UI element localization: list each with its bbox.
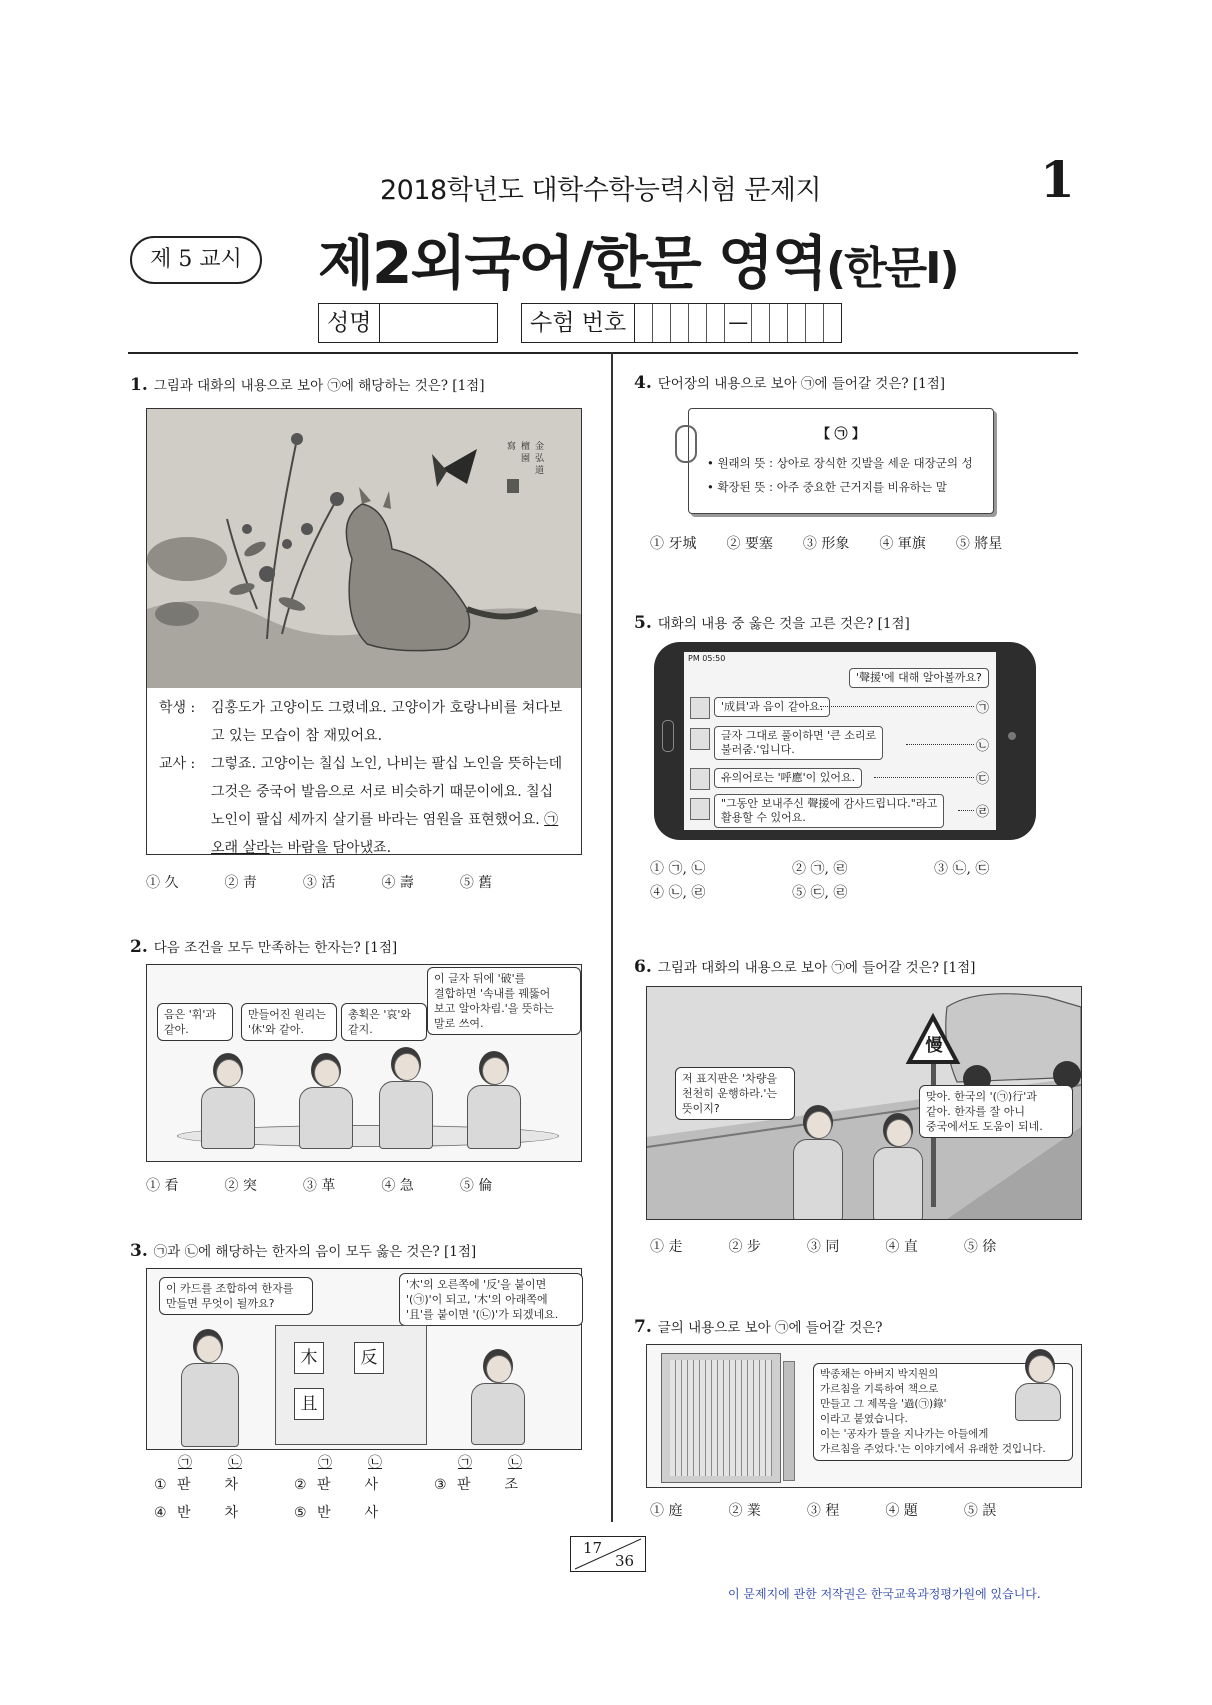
q7-choice[interactable]: ③ 程	[806, 1503, 840, 1519]
q1-painting	[146, 408, 582, 690]
q3-header-mark: ㉡	[508, 1455, 522, 1471]
digit-cell[interactable]	[689, 304, 707, 342]
q5-choices	[650, 858, 1050, 908]
q1-dialogue-box	[146, 688, 582, 855]
q1-choice[interactable]: ② 靑	[224, 875, 257, 891]
q2-bubble-4: 이 글자 뒤에 '破'를 결합하면 '속내를 꿰뚫어 보고 알아차림.'을 뜻하는 말로 쓰여.	[427, 967, 581, 1035]
vocab-card-title: 【 ㉠ 】	[816, 427, 866, 442]
q6-prompt	[634, 956, 975, 977]
avatar	[690, 697, 710, 719]
svg-text:道: 道	[535, 466, 545, 476]
digit-cell[interactable]	[707, 304, 725, 342]
q7-prompt	[634, 1316, 883, 1337]
hanja-card: 木	[294, 1342, 324, 1374]
avatar	[690, 728, 710, 750]
q1-choice[interactable]: ① 久	[146, 875, 179, 891]
section-title	[318, 216, 958, 300]
q6-prompt-text: 그림과 대화의 내용으로 보아 ㉠에 들어갈 것은? [1점]	[657, 960, 976, 976]
digit-cell[interactable]	[806, 304, 824, 342]
student-line: 김홍도가 고양이도 그렸네요. 고양이가 호랑나비를 쳐다보고 있는 모습이 참 재밌어요.	[211, 700, 563, 744]
svg-text:弘: 弘	[535, 454, 545, 464]
q2-choice[interactable]: ② 突	[224, 1178, 257, 1194]
q7-prompt-text: 글의 내용으로 보아 ㉠에 들어갈 것은?	[657, 1320, 883, 1336]
card-board	[275, 1325, 427, 1445]
q2-prompt-text: 다음 조건을 모두 만족하는 한자는? [1점]	[153, 940, 398, 956]
q6-illustration	[646, 986, 1082, 1220]
chat-header-bubble: '聲援'에 대해 알아볼까요?	[849, 668, 989, 688]
q7-bubble: 박종채는 아버지 박지원의 가르침을 기록하여 책으로 만들고 그 제목을 '過(㉠)錄' 이라고 붙였습니다. 이는 '공자가 뜰을 지나가는 아들에게 가르침을 주었다.'는 이야기에서 유래한 것입니다.	[813, 1363, 1073, 1461]
q3-illustration	[146, 1268, 582, 1450]
q3-header-mark: ㉡	[368, 1455, 382, 1471]
q1-dialogue-line-teacher	[159, 750, 569, 862]
digit-cell[interactable]	[824, 304, 841, 342]
speaker-teacher: 교사 :	[159, 756, 196, 772]
q3-choice-5[interactable]: ⑤ 반 사	[294, 1505, 379, 1521]
name-field[interactable]	[318, 303, 498, 343]
marker: ㉡	[976, 739, 990, 754]
leader-dots	[906, 744, 974, 745]
q3-header-mark: ㉠	[178, 1455, 192, 1471]
q3-prompt-text: ㉠과 ㉡에 해당하는 한자의 음이 모두 옳은 것은? [1점]	[153, 1244, 477, 1260]
leader-dots	[820, 706, 974, 707]
q6-choice[interactable]: ① 走	[650, 1239, 683, 1255]
q7-illustration	[646, 1344, 1082, 1488]
digit-cell[interactable]	[635, 304, 653, 342]
q2-bubble-1: 음은 '휘'과 같아.	[157, 1003, 233, 1041]
hanja-card: 且	[294, 1388, 324, 1420]
q3-choice-1[interactable]: ① 판 차	[154, 1477, 239, 1493]
q4-choice[interactable]: ④ 軍旗	[879, 536, 926, 552]
q6-choice[interactable]: ⑤ 徐	[963, 1239, 997, 1255]
q6-bubble-right: 맞아. 한국의 '(㉠)行'과 같아. 한자를 잘 아니 중국에서도 도움이 되네.	[919, 1085, 1073, 1138]
name-label: 성명	[319, 304, 380, 342]
q1-prompt-text: 그림과 대화의 내용으로 보아 ㉠에 해당하는 것은? [1점]	[153, 378, 485, 394]
q4-prompt-text: 단어장의 내용으로 보아 ㉠에 들어갈 것은? [1점]	[657, 376, 946, 392]
svg-text:檀: 檀	[521, 442, 531, 452]
q2-choice[interactable]: ⑤ 倫	[459, 1178, 493, 1194]
svg-text:園: 園	[521, 454, 531, 464]
q2-prompt	[130, 936, 397, 957]
vocab-card	[688, 408, 994, 514]
q2-choice[interactable]: ① 看	[146, 1178, 179, 1194]
q4-choice[interactable]: ⑤ 將星	[955, 536, 1003, 552]
q1-choice[interactable]: ⑤ 舊	[459, 875, 493, 891]
q1-choice[interactable]: ④ 壽	[381, 875, 414, 891]
q2-bubble-3: 총획은 '哀'와 같지.	[341, 1003, 427, 1041]
old-book	[661, 1353, 781, 1483]
svg-text:金: 金	[535, 442, 545, 452]
section-title-main: 제2외국어/한문 영역	[318, 229, 826, 297]
q6-choice[interactable]: ③ 同	[806, 1239, 840, 1255]
q3-header-mark: ㉡	[228, 1455, 242, 1471]
teacher-underlined: ㉠오래 살라	[211, 812, 559, 856]
page-total: 36	[615, 1552, 635, 1570]
q7-choice[interactable]: ④ 題	[885, 1503, 918, 1519]
q6-bubble-left: 저 표지판은 '차량을 천천히 운행하라.'는 뜻이지?	[675, 1067, 795, 1120]
digit-cell[interactable]	[770, 304, 788, 342]
header-rule	[128, 352, 1078, 354]
phone-screen	[684, 652, 996, 830]
marker: ㉢	[976, 772, 990, 787]
q2-bubble-2: 만들어진 원리는 '休'와 같아.	[241, 1003, 337, 1041]
q5-choice[interactable]: ⑤ ㉢, ㉣	[792, 885, 848, 901]
digit-cell[interactable]	[788, 304, 806, 342]
q3-bubble-teacher: 이 카드를 조합하여 한자를 만들면 무엇이 될까요?	[159, 1277, 313, 1315]
q5-prompt-text: 대화의 내용 중 옳은 것을 고른 것은? [1점]	[657, 616, 910, 632]
digit-cell[interactable]	[671, 304, 689, 342]
q1-number: 1.	[130, 375, 148, 395]
copyright-notice: 이 문제지에 관한 저작권은 한국교육과정평가원에 있습니다.	[728, 1587, 1041, 1601]
smartphone	[654, 642, 1036, 840]
vocab-card-line: • 확장된 뜻 : 아주 중요한 근거지를 비유하는 말	[707, 480, 947, 494]
leader-dots	[958, 810, 974, 811]
q7-choice[interactable]: ② 業	[728, 1503, 761, 1519]
q1-dialogue-line-student	[159, 694, 569, 750]
period-badge: 제 5 교시	[130, 236, 262, 284]
svg-text:寫: 寫	[507, 442, 517, 452]
page-badge: 1	[1040, 150, 1075, 209]
q2-number: 2.	[130, 937, 148, 957]
q4-choice[interactable]: ① 牙城	[650, 536, 697, 552]
speaker-student: 학생 :	[159, 700, 196, 716]
q3-number: 3.	[130, 1241, 148, 1261]
q1-choices	[146, 872, 522, 892]
q3-bubble-student: '木'의 오른쪽에 '反'을 붙이면 '(㉠)'이 되고, '木'의 아래쪽에 '且'를 붙이면 '(㉡)'가 되겠네요.	[399, 1273, 583, 1326]
chat-message: 글자 그대로 풀이하면 '큰 소리로 불러줌.'입니다.	[714, 726, 883, 760]
q5-choice[interactable]: ② ㉠, ㉣	[792, 861, 848, 877]
q7-choice[interactable]: ① 庭	[650, 1503, 683, 1519]
book-stack	[783, 1361, 795, 1481]
digit-cell[interactable]	[752, 304, 770, 342]
avatar	[690, 798, 710, 820]
teacher-line-tail: 는 바람을 담아냈죠.	[269, 840, 392, 856]
q7-number: 7.	[634, 1317, 652, 1337]
q7-choice[interactable]: ⑤ 誤	[963, 1503, 997, 1519]
q3-choice-grid	[146, 1474, 566, 1534]
q5-choice[interactable]: ④ ㉡, ㉣	[650, 885, 706, 901]
camera-icon	[1008, 732, 1016, 740]
q2-choice[interactable]: ④ 急	[381, 1178, 414, 1194]
q6-choice[interactable]: ② 步	[728, 1239, 761, 1255]
exam-number-label: 수험 번호	[522, 304, 635, 342]
q3-choice-4[interactable]: ④ 반 차	[154, 1505, 239, 1521]
q6-choice[interactable]: ④ 直	[885, 1239, 918, 1255]
q1-choice[interactable]: ③ 活	[302, 875, 336, 891]
leader-dots	[874, 777, 974, 778]
q3-prompt	[130, 1240, 476, 1261]
marker: ㉠	[976, 701, 990, 716]
q1-dialogue	[147, 688, 581, 868]
q2-choices	[146, 1175, 522, 1195]
q3-header-mark: ㉠	[318, 1455, 332, 1471]
page-current: 17	[583, 1539, 603, 1557]
q5-prompt	[634, 612, 910, 633]
q7-choices	[650, 1500, 1026, 1520]
hanja-card: 反	[354, 1342, 384, 1374]
q2-choice[interactable]: ③ 革	[302, 1178, 336, 1194]
teacher-line	[211, 750, 569, 862]
q3-choice-2[interactable]: ② 판 사	[294, 1477, 379, 1493]
q6-number: 6.	[634, 957, 652, 977]
q4-choices	[650, 533, 1032, 553]
q6-choices	[650, 1236, 1026, 1256]
phone-button-icon	[662, 720, 674, 752]
q4-choice[interactable]: ③ 形象	[802, 536, 850, 552]
q5-choice[interactable]: ① ㉠, ㉡	[650, 861, 706, 877]
avatar	[690, 768, 710, 790]
q4-number: 4.	[634, 373, 652, 393]
cat-butterfly-painting	[147, 409, 581, 689]
digit-cell[interactable]	[653, 304, 671, 342]
page-counter	[570, 1536, 646, 1572]
section-title-sub: (한문Ⅰ)	[825, 243, 958, 294]
marker: ㉣	[976, 805, 990, 820]
vocab-card-line: • 원래의 뜻 : 상아로 장식한 깃발을 세운 대장군의 성	[707, 456, 973, 470]
q3-choice-3[interactable]: ③ 판 조	[434, 1477, 519, 1493]
q1-prompt	[130, 374, 484, 395]
q5-choice[interactable]: ③ ㉡, ㉢	[934, 861, 990, 877]
column-divider	[611, 352, 613, 1522]
teacher-line-text: 그렇죠. 고양이는 칠십 노인, 나비는 팔십 노인을 뜻하는데 그것은 중국어 발음으로 서로 비슷하기 때문이에요. 칠십 노인이 팔십 세까지 살기를 바라는 염원을 표현했어요.	[211, 756, 563, 828]
exam-number-field[interactable]	[521, 303, 842, 343]
q4-choice[interactable]: ② 要塞	[726, 536, 773, 552]
chat-message: '成員'과 음이 같아요.	[714, 697, 830, 717]
q5-number: 5.	[634, 613, 652, 633]
chat-message: 유의어로는 '呼應'이 있어요.	[714, 768, 862, 788]
status-time: PM 05:50	[688, 654, 726, 663]
exam-number-dash: —	[725, 304, 752, 342]
q3-header-mark: ㉠	[458, 1455, 472, 1471]
traffic-sign-char: 慢	[925, 1036, 943, 1056]
q4-prompt	[634, 372, 945, 393]
q2-illustration	[146, 964, 582, 1162]
exam-title: 2018학년도 대학수학능력시험 문제지	[380, 175, 822, 206]
chat-message: "그동안 보내주신 聲援에 감사드립니다."라고 활용할 수 있어요.	[714, 794, 944, 828]
